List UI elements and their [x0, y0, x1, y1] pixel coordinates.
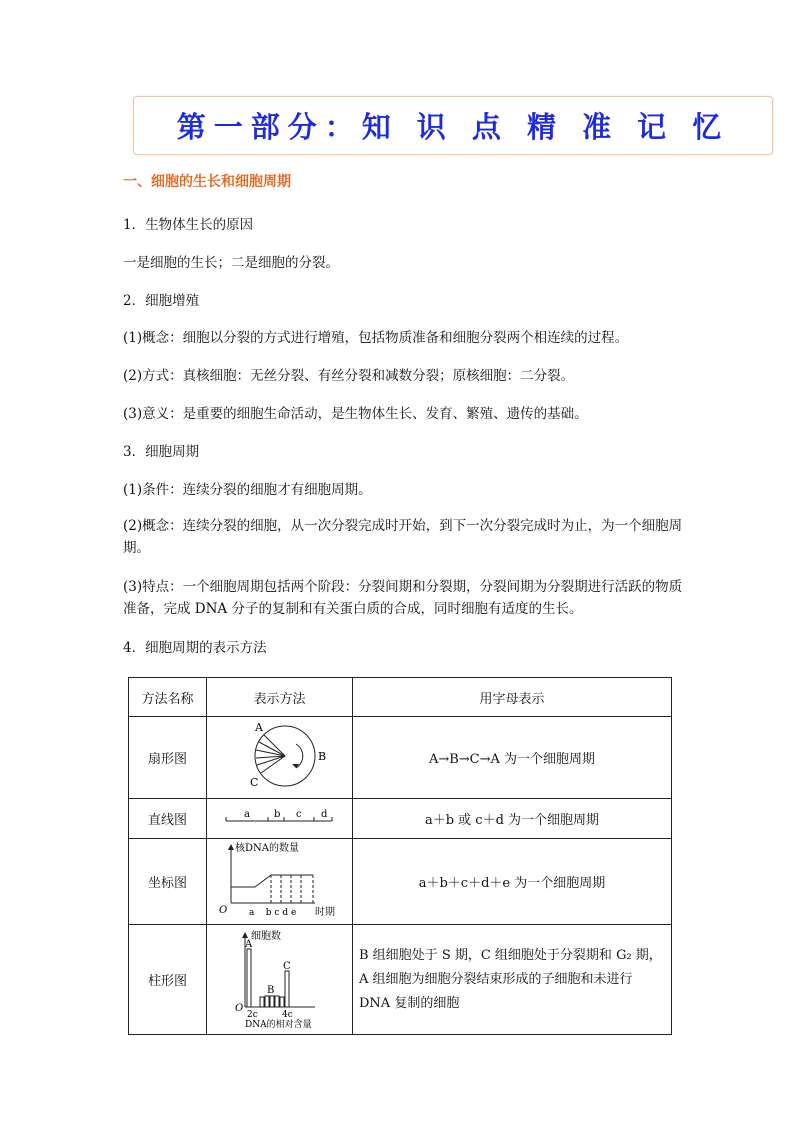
- header-representation: 表示方法: [207, 678, 353, 717]
- bar-origin: O: [234, 1002, 243, 1014]
- coord-diagram: [215, 841, 345, 919]
- line-label-b: b: [273, 808, 280, 820]
- coord-origin: O: [218, 904, 227, 916]
- paragraph: 2．细胞增殖: [123, 293, 200, 309]
- line-label-a: a: [243, 808, 250, 820]
- bar-diagram: [215, 927, 345, 1029]
- table-row: [129, 925, 672, 1035]
- title-banner: [133, 96, 773, 155]
- row-desc: A→B→C→A 为一个细胞周期: [353, 717, 672, 799]
- coord-diagram-cell: [207, 839, 353, 925]
- row-desc: a＋b＋c＋d＋e 为一个细胞周期: [353, 839, 672, 925]
- bar-xlabel: DNA的相对含量: [244, 1019, 312, 1029]
- bar-label-b: B: [266, 984, 274, 996]
- section-heading: 一、细胞的生长和细胞周期: [123, 174, 291, 190]
- row-name: 直线图: [129, 799, 207, 839]
- row-name: 柱形图: [129, 925, 207, 1035]
- table-row: [129, 799, 672, 839]
- line-diagram-cell: [207, 799, 353, 839]
- line-diagram: [220, 803, 340, 831]
- row-name: 坐标图: [129, 839, 207, 925]
- row-desc: a＋b 或 c＋d 为一个细胞周期: [353, 799, 672, 839]
- fan-label-c: C: [249, 775, 258, 789]
- paragraph: 4．细胞周期的表示方法: [123, 640, 267, 656]
- fan-label-a: A: [254, 720, 263, 734]
- row-name: 扇形图: [129, 717, 207, 799]
- bar-diagram-cell: [207, 925, 353, 1035]
- bar-x1: 2c: [246, 1009, 258, 1020]
- paragraph: (3)特点：一个细胞周期包括两个阶段：分裂间期和分裂期，分裂间期为分裂期进行活跃的物质准备，完成 DNA 分子的复制和有关蛋白质的合成，同时细胞有适度的生长。: [123, 579, 683, 617]
- bar-label-c: C: [282, 960, 291, 972]
- table-row: [129, 839, 672, 925]
- coord-ylabel: 核DNA的数量: [234, 842, 299, 854]
- bar-x2: 4c: [281, 1009, 293, 1020]
- line-label-c: c: [295, 808, 302, 820]
- bar-ylabel: 细胞数: [250, 930, 281, 942]
- table-header-row: [129, 678, 672, 717]
- bar-label-a: A: [244, 938, 252, 950]
- paragraph: (2)概念：连续分裂的细胞，从一次分裂完成时开始，到下一次分裂完成时为止，为一个细胞周期。: [123, 518, 683, 556]
- page-title: 第一部分：知 识 点 精 准 记 忆: [176, 110, 730, 144]
- row-desc: B 组细胞处于 S 期，C 组细胞处于分裂期和 G₂ 期，A 组细胞为细胞分裂结束形成的子细胞和未进行 DNA 复制的细胞: [353, 925, 672, 1035]
- paragraph: (1)条件：连续分裂的细胞才有细胞周期。: [123, 482, 372, 498]
- coord-ticks: a b c d e: [248, 907, 296, 918]
- paragraph: (1)概念：细胞以分裂的方式进行增殖，包括物质准备和细胞分裂两个相连续的过程。: [123, 330, 629, 346]
- fan-diagram-cell: [207, 717, 353, 799]
- fan-label-b: B: [317, 749, 326, 763]
- line-label-d: d: [320, 808, 327, 820]
- paragraph: 3．细胞周期: [123, 444, 200, 460]
- coord-xlabel: 时期: [314, 906, 335, 918]
- fan-diagram: [230, 718, 330, 794]
- header-letter-notation: 用字母表示: [353, 678, 672, 717]
- paragraph: (2)方式：真核细胞：无丝分裂、有丝分裂和减数分裂；原核细胞：二分裂。: [123, 368, 575, 384]
- cell-cycle-methods-table: [128, 677, 672, 1035]
- table-row: [129, 717, 672, 799]
- paragraph: 一是细胞的生长；二是细胞的分裂。: [123, 255, 339, 271]
- paragraph: 1．生物体生长的原因: [123, 217, 254, 233]
- paragraph: (3)意义：是重要的细胞生命活动，是生物体生长、发育、繁殖、遗传的基础。: [123, 406, 588, 422]
- header-method-name: 方法名称: [129, 678, 207, 717]
